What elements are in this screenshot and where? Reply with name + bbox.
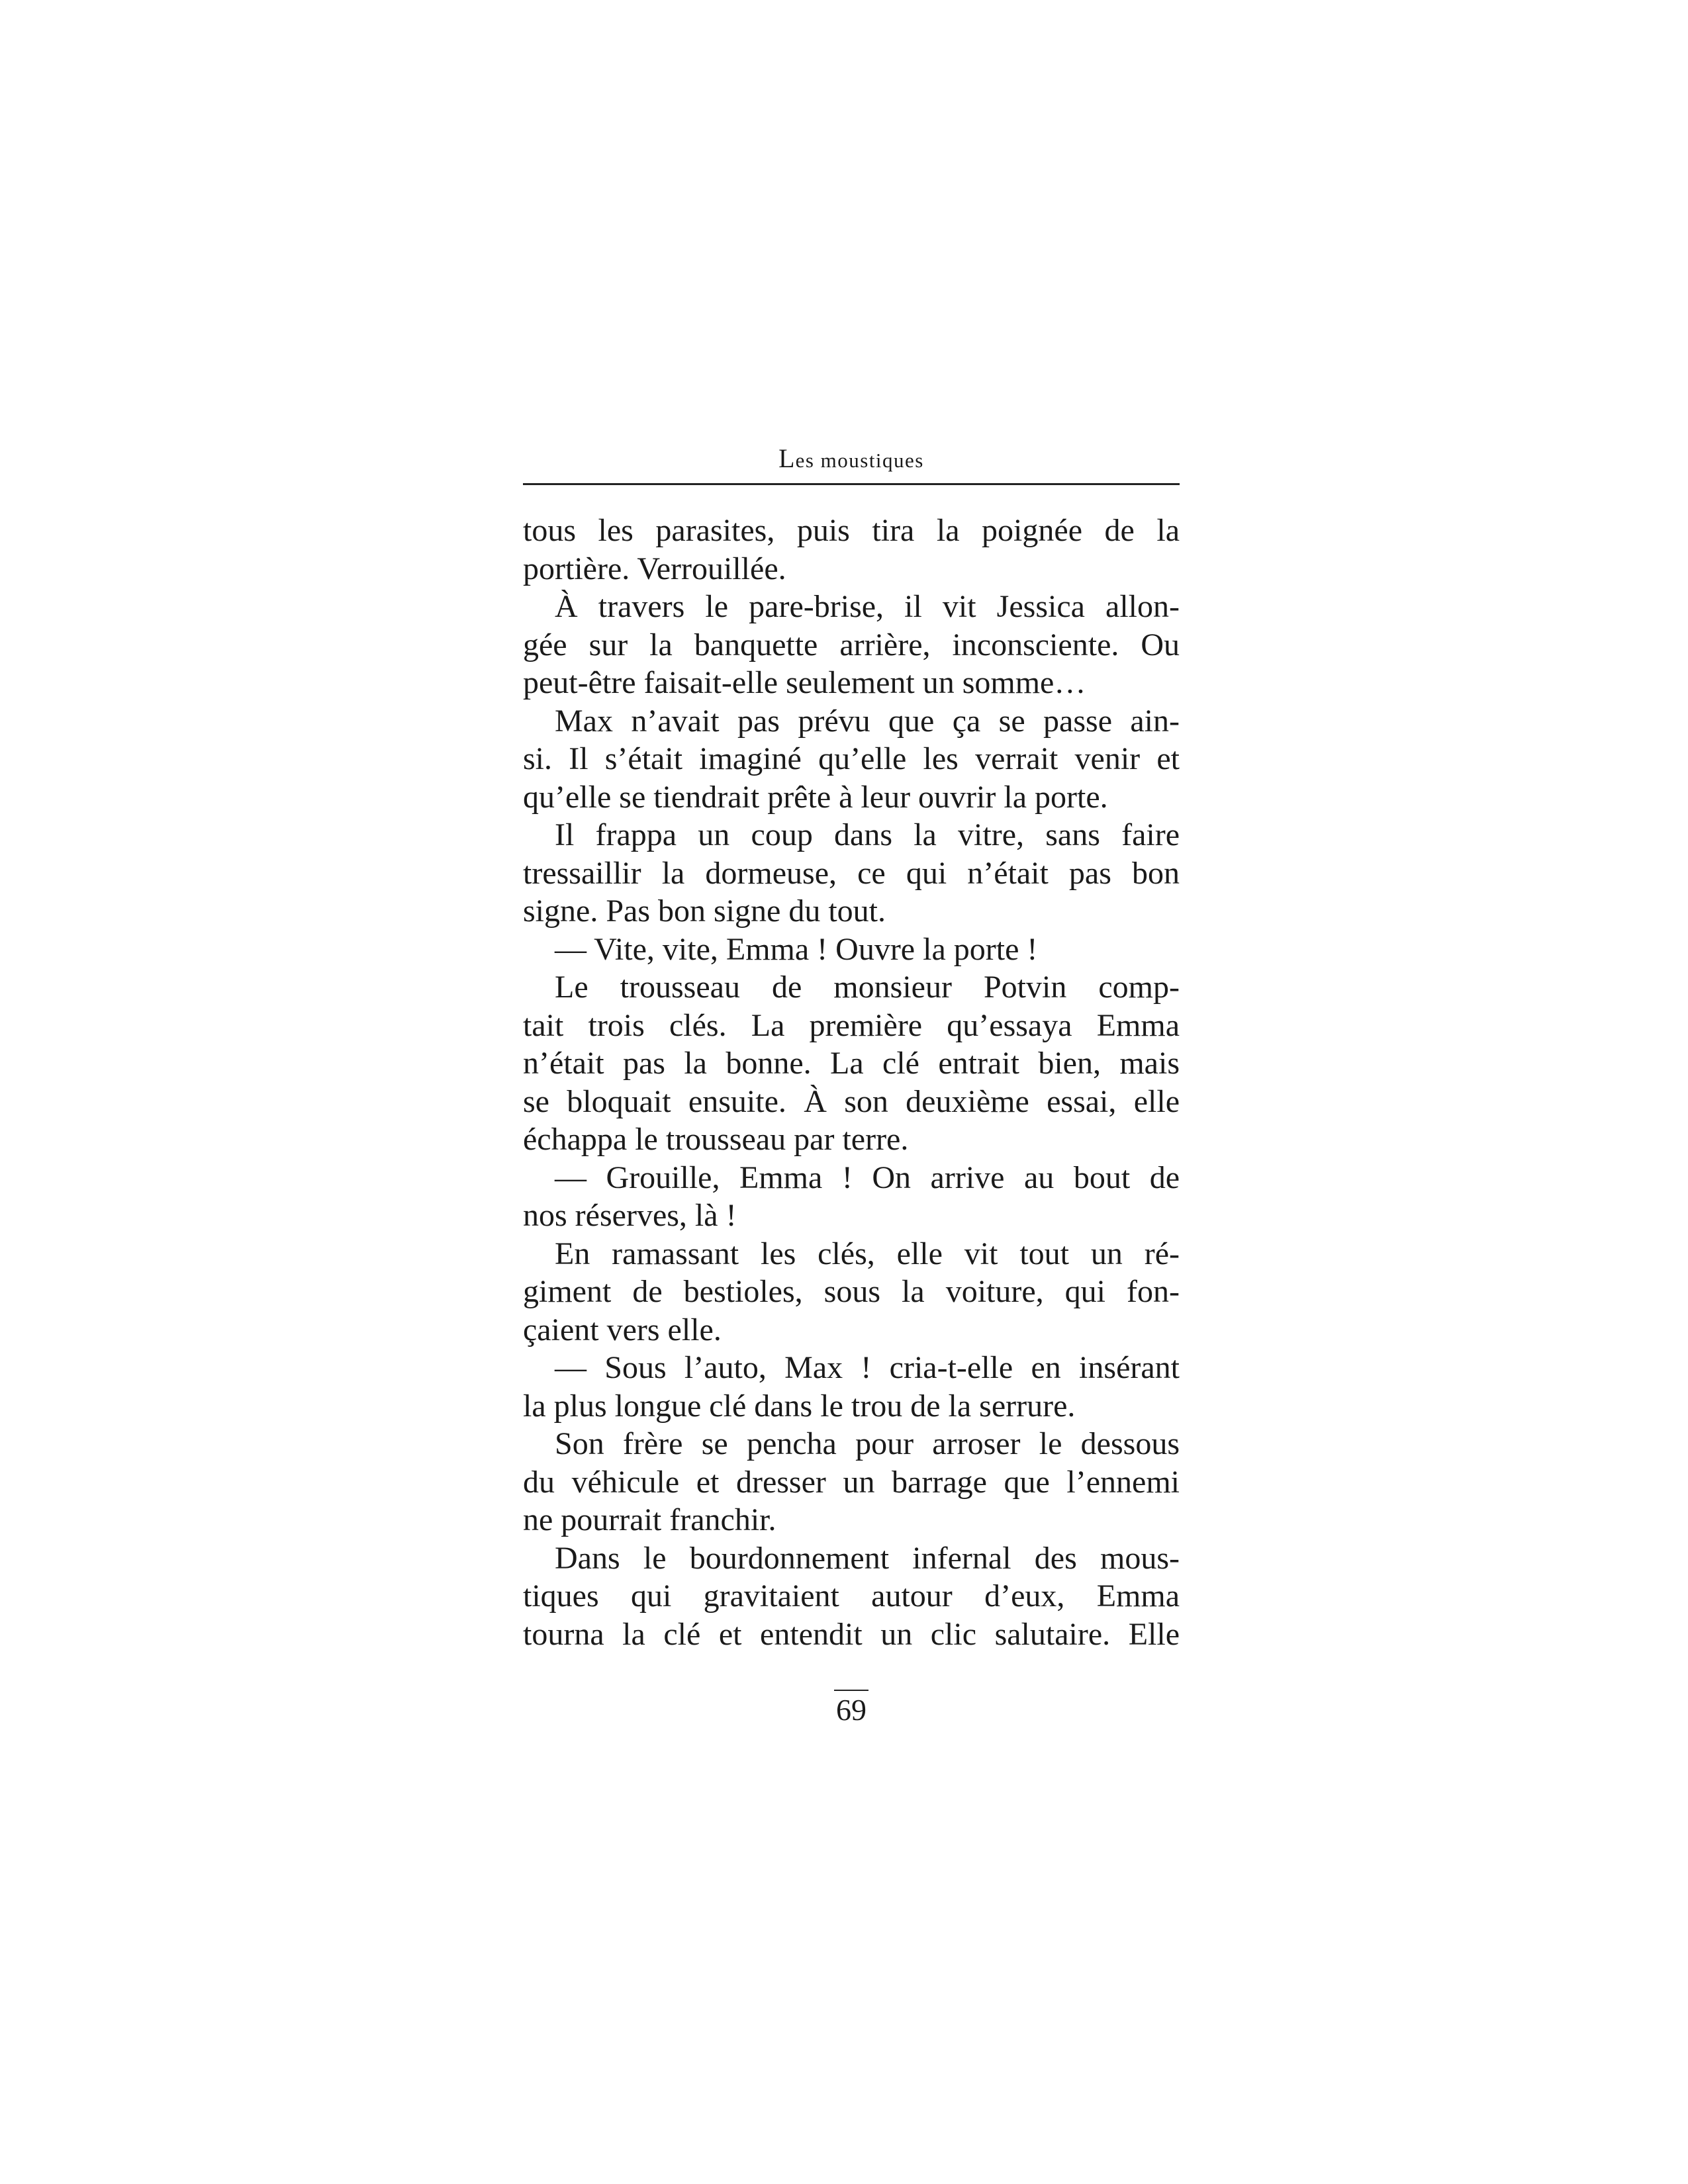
paragraph (523, 1539, 1180, 1654)
text-line: Max n’avait pas prévu que ça se passe ain- (555, 703, 1180, 739)
paragraph (523, 1425, 1180, 1539)
body-text (523, 512, 1180, 1653)
text-line: Le trousseau de monsieur Potvin comp- (555, 970, 1180, 1005)
paragraph (523, 931, 1180, 969)
text-line: giment de bestioles, sous la voiture, qui fon- (523, 1274, 1180, 1309)
text-line: signe. Pas bon signe du tout. (523, 893, 886, 929)
page-number: 69 (836, 1693, 867, 1727)
paragraph (523, 1235, 1180, 1349)
text-line: ne pourrait franchir. (523, 1502, 776, 1537)
text-line: nos réserves, là ! (523, 1198, 737, 1233)
text-line: échappa le trousseau par terre. (523, 1122, 909, 1157)
paragraph (523, 588, 1180, 702)
folio-rule (834, 1690, 868, 1691)
text-line: tourna la clé et entendit un clic salutaire. Elle (523, 1616, 1180, 1652)
text-line: tait trois clés. La première qu’essaya Emma (523, 1007, 1180, 1043)
running-header-rest: es moustiques (795, 449, 924, 472)
text-line: tiques qui gravitaient autour d’eux, Emma (523, 1578, 1180, 1614)
paragraph (523, 512, 1180, 588)
text-line: Il frappa un coup dans la vitre, sans faire (555, 817, 1180, 852)
text-line: — Vite, vite, Emma ! Ouvre la porte ! (555, 931, 1038, 967)
text-line: peut-être faisait-elle seulement un somme… (523, 665, 1086, 700)
page-content (523, 442, 1180, 1727)
paragraph (523, 702, 1180, 817)
text-line: du véhicule et dresser un barrage que l’ennemi (523, 1464, 1180, 1500)
text-line: qu’elle se tiendrait prête à leur ouvrir la porte. (523, 779, 1108, 815)
running-header (523, 442, 1180, 475)
running-header-initial: L (778, 443, 796, 473)
text-line: Son frère se pencha pour arroser le dessous (555, 1426, 1180, 1461)
text-line: çaient vers elle. (523, 1312, 722, 1347)
paragraph (523, 1349, 1180, 1425)
text-line: À travers le pare-brise, il vit Jessica allon- (555, 589, 1180, 624)
paragraph (523, 816, 1180, 931)
text-line: Dans le bourdonnement infernal des mous- (555, 1540, 1180, 1576)
header-rule (523, 483, 1180, 485)
text-line: portière. Verrouillée. (523, 551, 786, 586)
text-line: n’était pas la bonne. La clé entrait bien, mais (523, 1046, 1180, 1081)
text-line: — Grouille, Emma ! On arrive au bout de (555, 1160, 1180, 1195)
paragraph (523, 1159, 1180, 1235)
text-line: gée sur la banquette arrière, inconsciente. Ou (523, 627, 1180, 662)
text-line: la plus longue clé dans le trou de la serrure. (523, 1388, 1076, 1424)
text-line: En ramassant les clés, elle vit tout un ré- (555, 1236, 1180, 1271)
paragraph (523, 968, 1180, 1159)
text-line: — Sous l’auto, Max ! cria-t-elle en insérant (555, 1350, 1180, 1385)
text-line: tous les parasites, puis tira la poignée de la (523, 513, 1180, 548)
text-line: tressaillir la dormeuse, ce qui n’était pas bon (523, 855, 1180, 891)
text-line: si. Il s’était imaginé qu’elle les verrait venir et (523, 741, 1180, 776)
text-line: se bloquait ensuite. À son deuxième essai, elle (523, 1083, 1180, 1119)
